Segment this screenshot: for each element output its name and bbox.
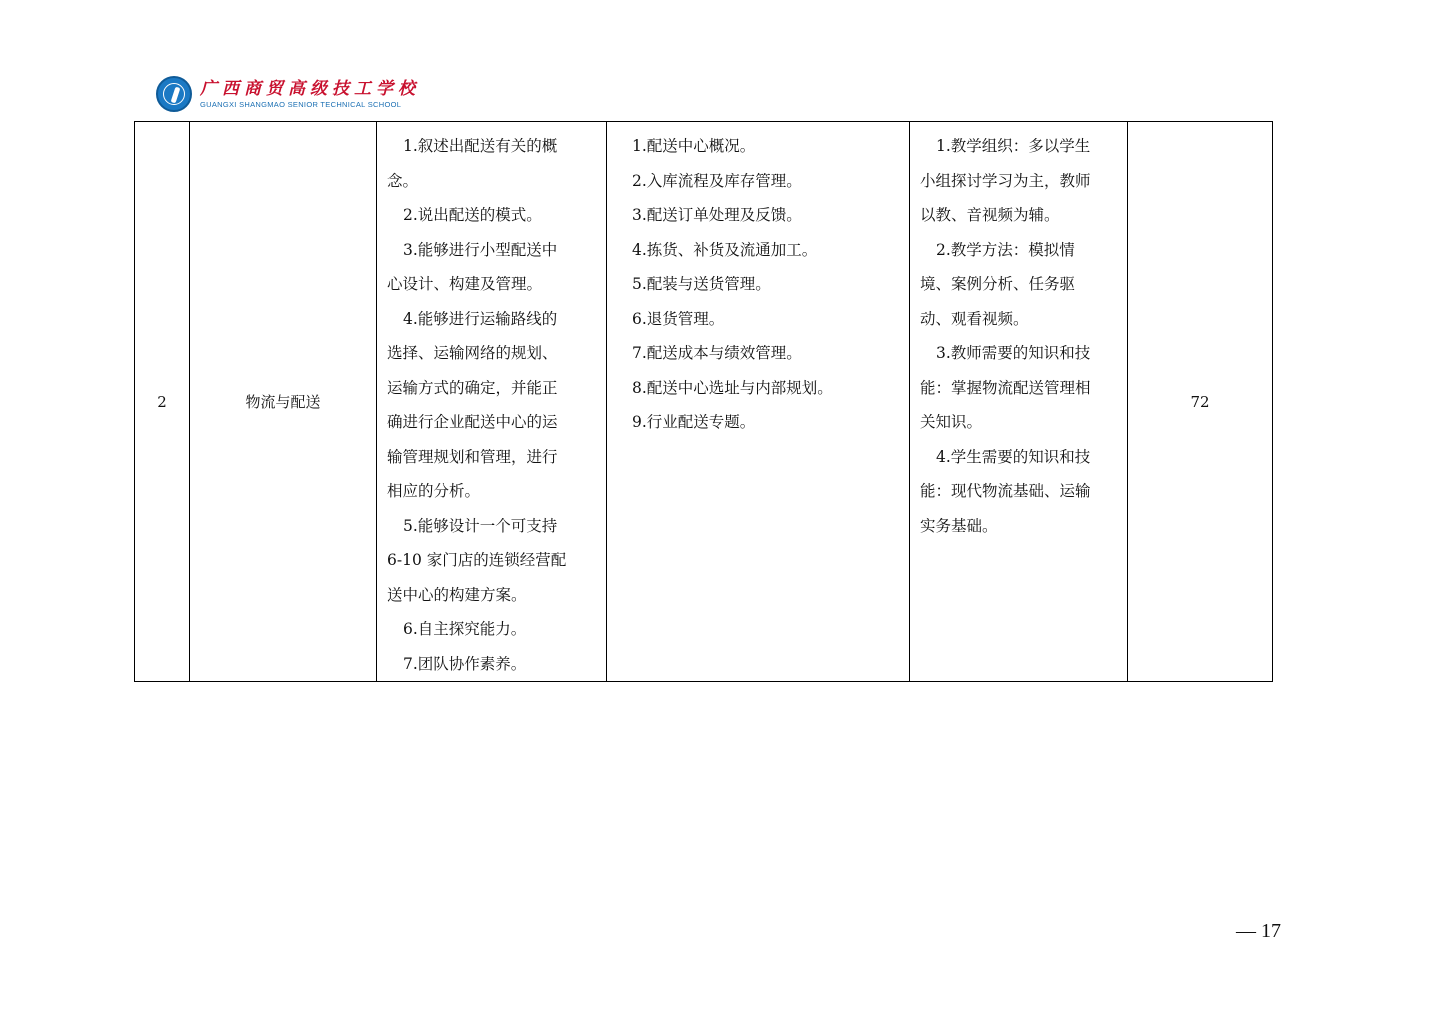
content-item: 7.配送成本与绩效管理。 [632, 344, 802, 362]
objective-line: 输管理规划和管理，进行 [387, 447, 558, 466]
content-item: 2.入库流程及库存管理。 [632, 171, 802, 190]
teaching-line: 动、观看视频。 [920, 309, 1029, 328]
content-item: 3.配送订单处理及反馈。 [632, 206, 802, 224]
course-name: 物流与配送 [245, 393, 321, 411]
content-item: 6.退货管理。 [632, 309, 725, 328]
row-number: 2 [157, 392, 167, 411]
objective-line: 运输方式的确定，并能正 [387, 378, 558, 397]
school-name-cn: 广西商贸高级技工学校 [200, 78, 420, 99]
teaching-line: 以教、音视频为辅。 [920, 206, 1060, 224]
school-seal-icon [156, 76, 192, 112]
content-item: 9.行业配送专题。 [632, 413, 756, 431]
objective-line: 送中心的构建方案。 [387, 585, 527, 604]
objective-line: 3.能够进行小型配送中 [403, 240, 558, 259]
content-item: 1.配送中心概况。 [632, 137, 756, 155]
contents-cell [607, 122, 910, 682]
objective-line: 心设计、构建及管理。 [387, 275, 543, 293]
class-hours: 72 [1190, 392, 1210, 411]
teaching-line: 能：现代物流基础、运输 [920, 482, 1091, 500]
teaching-line: 4.学生需要的知识和技 [936, 447, 1091, 466]
objective-line: 6-10 家门店的连锁经营配 [387, 551, 567, 569]
teaching-line: 2.教学方法：模拟情 [936, 240, 1075, 259]
school-name-en: GUANGXI SHANGMAO SENIOR TECHNICAL SCHOOL [200, 99, 402, 109]
objectives-cell [377, 122, 607, 682]
contents-list [607, 122, 909, 440]
school-logo-text [200, 79, 420, 110]
page-number: — 17 [1236, 920, 1281, 942]
objective-line: 5.能够设计一个可支持 [403, 516, 558, 535]
objective-line: 相应的分析。 [387, 482, 481, 500]
objective-line: 念。 [387, 171, 419, 190]
objectives-list [377, 122, 606, 681]
teaching-list [910, 122, 1127, 543]
course-name-cell [190, 122, 377, 682]
content-item: 4.拣货、补货及流通加工。 [632, 240, 818, 259]
objective-line: 2.说出配送的模式。 [403, 206, 542, 224]
teaching-line: 3.教师需要的知识和技 [936, 344, 1091, 362]
content-item: 5.配装与送货管理。 [632, 275, 771, 293]
content-item: 8.配送中心选址与内部规划。 [632, 378, 833, 397]
table-row [135, 122, 1273, 682]
objective-line: 7.团队协作素养。 [403, 654, 527, 673]
row-number-cell [135, 122, 190, 682]
objective-line: 确进行企业配送中心的运 [387, 413, 558, 431]
course-table [134, 121, 1273, 682]
teaching-line: 关知识。 [920, 413, 983, 431]
teaching-line: 1.教学组织：多以学生 [936, 137, 1091, 155]
teaching-cell [910, 122, 1128, 682]
objective-line: 选择、运输网络的规划、 [387, 344, 558, 362]
objective-line: 1.叙述出配送有关的概 [403, 137, 558, 155]
objective-line: 4.能够进行运输路线的 [403, 309, 558, 328]
teaching-line: 境、案例分析、任务驱 [920, 275, 1076, 293]
teaching-line: 小组探讨学习为主，教师 [920, 171, 1091, 190]
school-header [156, 74, 420, 114]
teaching-line: 实务基础。 [920, 516, 998, 535]
hours-cell [1128, 122, 1273, 682]
objective-line: 6.自主探究能力。 [403, 620, 527, 638]
teaching-line: 能：掌握物流配送管理相 [920, 378, 1091, 397]
